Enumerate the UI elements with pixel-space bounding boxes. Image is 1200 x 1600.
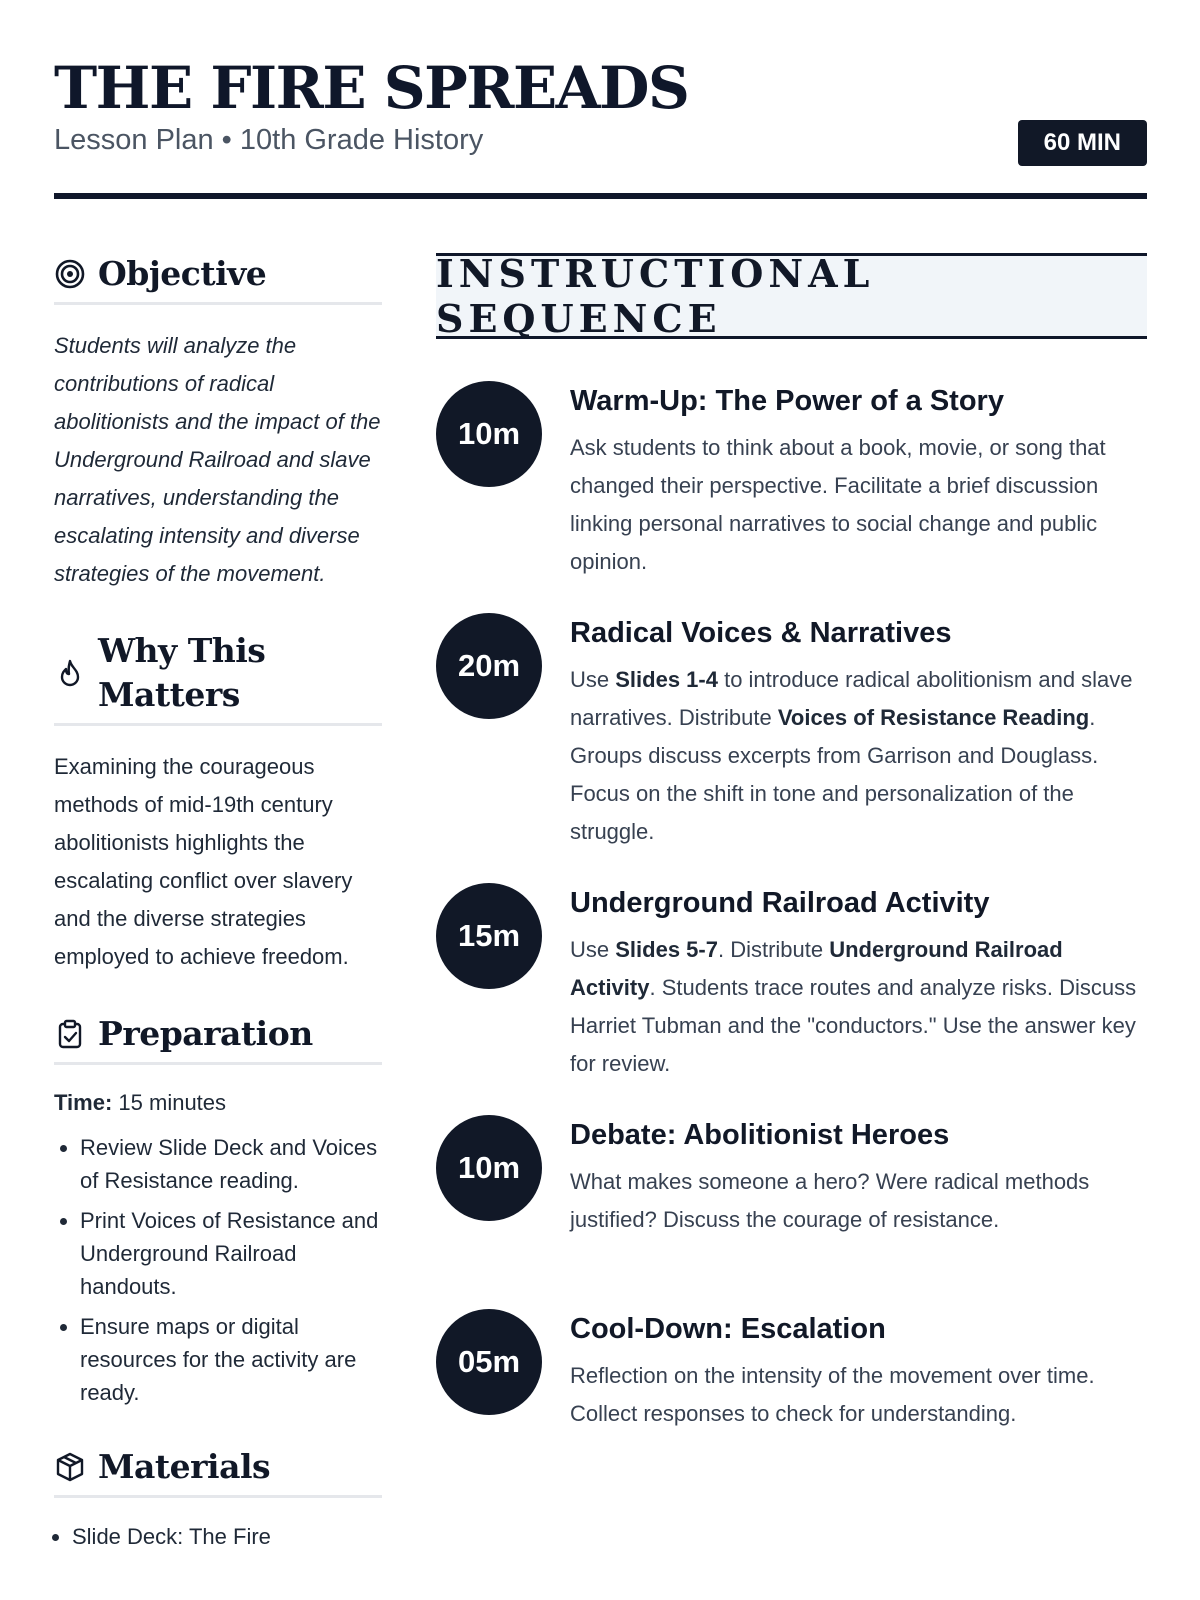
step-text-segment: Ask students to think about a book, movie, or song that changed their perspective. Facilitate a brief discussion linking personal narratives to social change and public opinion. [570, 435, 1106, 574]
flame-icon [54, 657, 86, 689]
clipboard-check-icon [54, 1018, 86, 1050]
step-emphasis: Underground Railroad Activity [570, 937, 1063, 1000]
step-description [570, 931, 1147, 1083]
preparation-section [54, 1012, 382, 1409]
target-icon [54, 258, 86, 290]
step-description [570, 661, 1147, 851]
step-time-badge: 15m [436, 883, 542, 989]
materials-title: Materials [98, 1447, 271, 1486]
step-body [570, 883, 1147, 1083]
preparation-time-label: Time: [54, 1090, 113, 1115]
why-title: Why This Matters [98, 631, 266, 714]
step-title: Debate: Abolitionist Heroes [570, 1119, 950, 1151]
list-item: • Review Slide Deck and Voices of Resistance reading. [80, 1131, 382, 1197]
step-body [570, 613, 1147, 851]
list-item: • Ensure maps or digital resources for the activity are ready. [80, 1310, 382, 1409]
step-emphasis: Slides 1-4 [615, 667, 718, 692]
step-text-segment: Reflection on the intensity of the movement over time. Collect responses to check for understanding. [570, 1363, 1095, 1426]
box-icon [54, 1451, 86, 1483]
step-description [570, 429, 1147, 581]
sequence-column [436, 251, 1147, 1426]
step-text-segment: Use [570, 667, 616, 692]
step-time-badge: 10m [436, 381, 542, 487]
step-description [570, 1357, 1147, 1433]
header [54, 56, 1147, 158]
step-description [570, 1163, 1147, 1239]
step-text-segment: What makes someone a hero? Were radical methods justified? Discuss the courage of resistance. [570, 1169, 1090, 1232]
materials-list [54, 1520, 382, 1553]
step-text-segment: . Students trace routes and analyze risks. Discuss Harriet Tubman and the "conductors." Use the answer key for review. [570, 975, 1137, 1076]
step-time-badge: 20m [436, 613, 542, 719]
preparation-heading [54, 1012, 382, 1065]
step-text-segment: Use [570, 937, 616, 962]
objective-text: Students will analyze the contributions of radical abolitionists and the impact of the Underground Railroad and slave narratives, understanding the escalating intensity and diverse strategies of the movement. [54, 333, 381, 586]
why-section [54, 629, 382, 976]
header-divider [54, 193, 1147, 199]
step-title: Cool-Down: Escalation [570, 1313, 886, 1345]
duration-badge: 60 MIN [1018, 120, 1147, 166]
step-title: Underground Railroad Activity [570, 887, 990, 919]
list-item: • Print Voices of Resistance and Underground Railroad handouts. [80, 1204, 382, 1303]
step-title: Warm-Up: The Power of a Story [570, 385, 1004, 417]
step-emphasis: Voices of Resistance Reading [777, 705, 1090, 730]
step-body [570, 1115, 1147, 1239]
materials-section [54, 1445, 382, 1553]
step-body [570, 381, 1147, 581]
page-subtitle: Lesson Plan • 10th Grade History [54, 124, 484, 156]
step-time-badge: 10m [436, 1115, 542, 1221]
why-heading [54, 629, 382, 726]
step-body [570, 1309, 1147, 1433]
step-emphasis: Slides 5-7 [615, 937, 718, 962]
step-text-segment: to introduce radical abolitionism and slave narratives. Distribute [570, 667, 1133, 730]
sequence-banner [436, 253, 1147, 339]
preparation-title: Preparation [98, 1014, 313, 1053]
step-text-segment: . Groups discuss excerpts from Garrison and Douglass. Focus on the shift in tone and personalization of the struggle. [570, 705, 1099, 844]
objective-heading [54, 252, 382, 305]
page-title: THE FIRE SPREADS [54, 54, 689, 122]
preparation-time-value: 15 minutes [118, 1090, 227, 1115]
objective-title: Objective [98, 254, 267, 293]
why-text: Examining the courageous methods of mid-19th century abolitionists highlights the escalating conflict over slavery and the diverse strategies employed to achieve freedom. [54, 754, 353, 969]
step-time-badge: 05m [436, 1309, 542, 1415]
sequence-title: INSTRUCTIONAL SEQUENCE [436, 251, 875, 341]
step-text-segment: . Distribute [717, 937, 830, 962]
preparation-time [54, 1087, 382, 1119]
sidebar-column [54, 252, 382, 1589]
preparation-list [54, 1131, 382, 1409]
objective-section [54, 252, 382, 593]
list-item: • Slide Deck: The Fire [72, 1520, 382, 1553]
materials-heading [54, 1445, 382, 1498]
step-title: Radical Voices & Narratives [570, 617, 952, 649]
